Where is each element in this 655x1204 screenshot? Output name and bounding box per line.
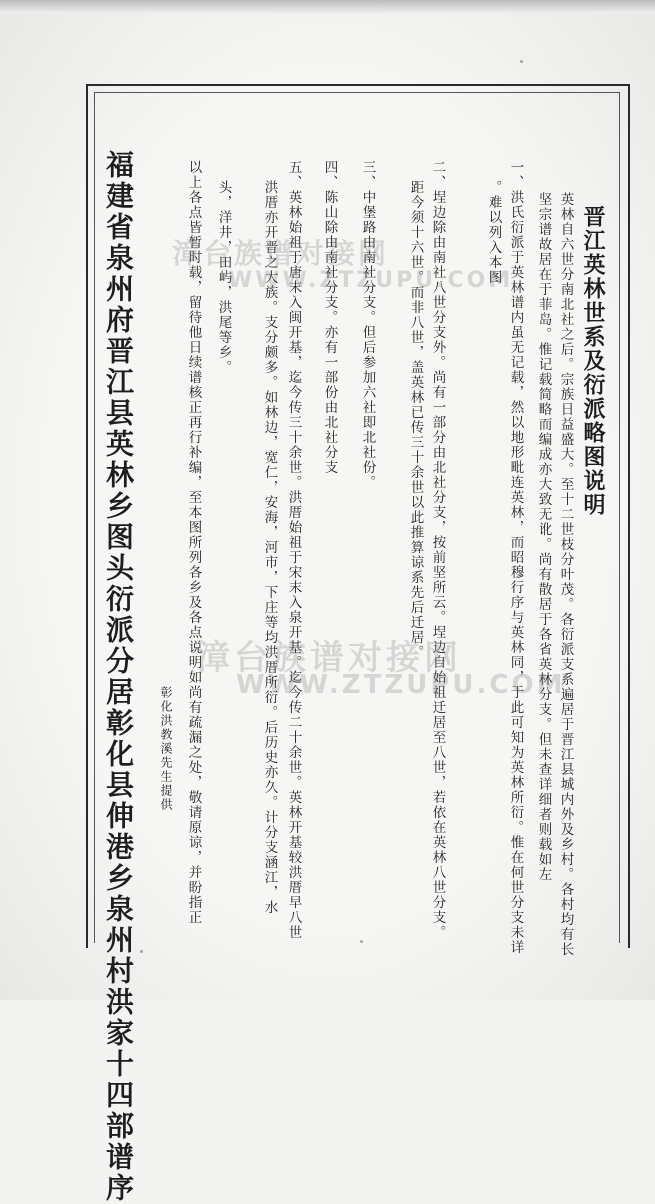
text-column-8: 四、陈山除由南社分支。亦有一部份由北社分支: [321, 160, 338, 475]
text-column-12: 以上各点皆暂时载，留待他日续谱核正再行补编，至本图所列各乡及各点说明如尚有疏漏之处，敬请原谅，并盼指正: [185, 160, 202, 925]
document-title: 晋江英林世系及衍派略图说明: [580, 205, 606, 517]
scan-speck: [140, 950, 143, 953]
watermark-lower-url: WWW.ZTZUPU.COM: [236, 670, 566, 700]
text-column-3: 一、洪氏衍派于英林谱内虽无记载，然以地形毗连英林，而昭穆行序与英林同，于此可知为英林所衍。惟在何世分支未详: [507, 160, 524, 955]
text-column-6: 距今须十六世。而非八世，盖英林已传三十余世以此推算谅系先后迁居。: [407, 180, 424, 660]
scan-speck: [520, 60, 523, 63]
footer-title: 福建省泉州府晋江县英林乡图头衍派分居彰化县伸港乡泉州村洪家十四部谱序: [102, 150, 135, 1204]
scan-top-edge: [0, 0, 655, 14]
text-column-5: 二、埕边除由南社八世分支外。尚有一部分由北社分支，按前坚所云。埕边自始祖迁居至八世，若依在英林八世分支。: [429, 160, 446, 940]
text-column-10: 洪厝亦开晋之大族。支分颇多。如林边，宽仁，安海，河市，下庄等均洪厝所衍。后历史亦久。计分支涵江，水: [261, 180, 278, 915]
text-column-4: 。难以列入本图: [485, 180, 502, 285]
watermark-lower-cn: 漳台族谱对接网: [196, 638, 462, 678]
watermark-upper-cn: 漳台族谱对接网: [172, 237, 390, 270]
text-column-1: 英林自六世分南北社之后。宗族日益盛大。至十二世枝分叶茂。各衍派支系遍居于晋江县城内外及乡村。各村均有长: [557, 192, 574, 957]
text-column-9: 五、英林始祖于唐末入闽开基，迄今传三十余世。洪厝始祖于宋末入泉开基。迄今传二十余世。英林开基较洪厝早八世: [285, 160, 302, 940]
watermark-upper-url: WWW.ZTZUPU.COM: [228, 268, 514, 293]
text-column-7: 三、中堡路由南社分支。但后参加六社即北社份。: [359, 160, 376, 490]
scan-speck: [360, 940, 363, 943]
text-column-2: 坚宗谱故居在于菲岛。惟记载简略而编成亦大致无讹。尚有散居于各省英林分支。但未查详细者则载如左: [535, 192, 552, 882]
text-column-11: 头，洋井，田屿，洪尾等乡。: [215, 180, 232, 375]
credit-line: 彰化洪教溪先生提供: [159, 686, 173, 812]
